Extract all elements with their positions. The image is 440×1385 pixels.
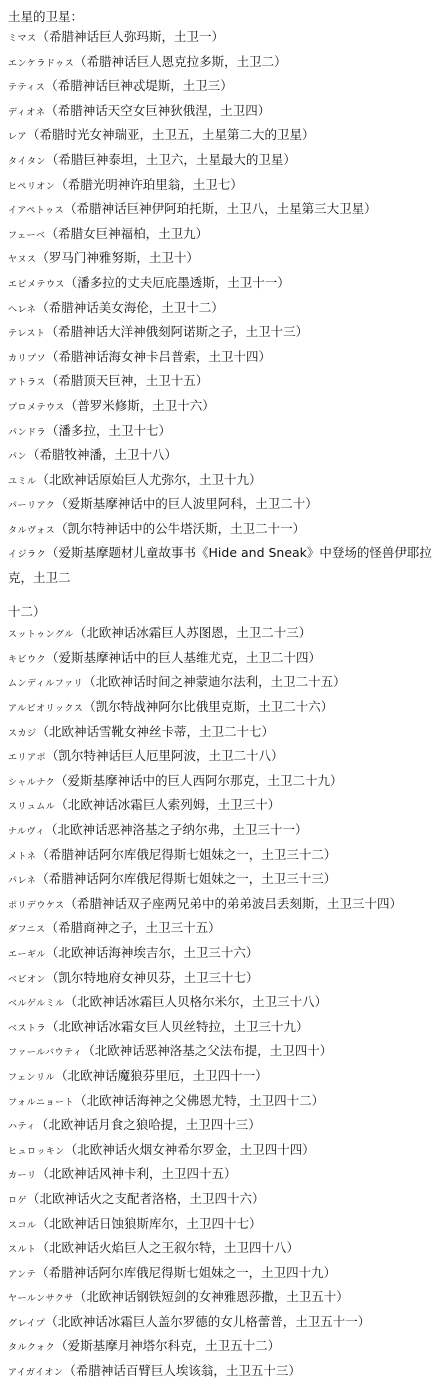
moon-entry [8,198,432,223]
moon-list-part-1 [8,26,432,589]
moon-entry [8,272,432,297]
moon-name-katakana: パーリアク [8,501,56,512]
moon-entry [8,444,432,469]
moon-entry [8,542,432,588]
moon-name-katakana: フェーベ [8,230,46,241]
moon-name-katakana: ヤヌス [8,255,37,266]
moon-name-katakana: ポリデウケス [8,900,65,911]
moon-name-katakana: スカジ [8,728,37,739]
moon-entry [8,1090,432,1115]
blank-line [8,589,432,601]
moon-entry [8,696,432,721]
moon-name-katakana: スコル [8,1220,37,1231]
moon-name-katakana: テティス [8,83,46,94]
moon-description: （爱斯基摩神话中的巨人西阿尔那克，土卫二十九） [54,772,343,788]
moon-entry [8,868,432,893]
moon-entry [8,149,432,174]
moon-entry [8,1139,432,1164]
moon-description: （北欧神话原始巨人尤弥尔，土卫十九） [36,471,262,487]
moon-entry [8,1237,432,1262]
moon-description: （北欧神话海神之父佛恩尤特，土卫四十二） [74,1092,325,1108]
moon-entry [8,346,432,371]
moon-name-katakana: ヒペリオン [8,181,56,192]
moon-description: （希腊顶天巨神，土卫十五） [45,373,209,389]
moon-name-katakana: ハティ [8,1122,36,1133]
moon-name-katakana: ベストラ [8,1023,47,1034]
moon-name-katakana: ダフニス [8,925,46,936]
moon-entry [8,1188,432,1213]
moon-entry [8,518,432,543]
moon-name-katakana: シャルナク [8,777,55,788]
moon-description: （凯尔特神话巨人厄里阿波，土卫二十八） [46,748,284,764]
moon-description: （普罗米修斯，土卫十六） [64,397,215,413]
moon-entry [8,51,432,76]
moon-name-katakana: アイガイオン [8,1368,64,1379]
moon-description: （希腊牧神潘，土卫十八） [27,447,178,463]
moon-entry [8,622,432,647]
moon-description: （凯尔特神话中的公牛塔沃斯，土卫二十一） [55,520,306,536]
moon-description: （希腊神话阿尔库俄尼得斯七姐妹之一，土卫三十三） [36,871,337,887]
moon-description: （希腊巨神泰坦，土卫六，土星最大的卫星） [45,151,296,167]
moon-entry [8,745,432,770]
moon-description: （希腊神话巨神忒堤斯，土卫三） [45,78,233,94]
moon-description: （希腊神话大洋神俄刻阿诺斯之子，土卫十三） [45,324,309,340]
moon-entry [8,721,432,746]
moon-description: （北欧神话时间之神蒙迪尔法利，土卫二十五） [83,674,346,690]
moon-description: （希腊神话阿尔库俄尼得斯七姐妹之一，土卫四十九） [36,1264,337,1280]
moon-description: （北欧神话海神埃吉尔，土卫三十六） [45,944,259,960]
moon-name-katakana: プロメテウス [8,402,65,413]
moon-name-katakana: ベルゲルミル [8,999,65,1010]
moon-entry [8,647,432,672]
moon-name-katakana: ヘレネ [8,304,37,315]
moon-name-katakana: テレスト [8,329,46,340]
moon-entry [8,1163,432,1188]
moon-name-katakana: ムンディルファリ [8,679,84,690]
moon-description: （凯尔特地府女神贝芬，土卫三十七） [46,969,259,985]
moon-description: （北欧神话恶神洛基之子纳尔弗，土卫三十一） [45,822,308,837]
moon-description: （希腊神话巨人恩克拉多斯，土卫二） [74,53,287,69]
moon-description: （北欧神话冰霜巨人苏图恩，土卫二十三） [73,625,312,641]
moon-description: （希腊神话百臂巨人埃该翁，土卫五十三） [63,1363,301,1379]
moon-entry [8,297,432,322]
moon-name-katakana: タルクォク [8,1343,56,1354]
moon-name-katakana: ユミル [8,476,37,487]
moon-description: （希腊女巨神福柏，土卫九） [45,225,209,241]
moon-description: （希腊神话阿尔库俄尼得斯七姐妹之一，土卫三十二） [36,846,337,862]
moon-entry [8,1016,432,1041]
moon-name-katakana: パレネ [8,876,37,887]
moon-name-katakana: エピメテウス [8,279,65,290]
moon-description: （希腊光明神许珀里翁，土卫七） [55,176,243,192]
moon-name-katakana: カリプソ [8,353,47,364]
moon-entry [8,247,432,272]
moon-name-katakana: フェンリル [8,1072,56,1083]
moon-description: （爱斯基摩题材儿童故事书《Hide and Sneak》中登场的怪兽伊耶拉克，土卫二 [8,545,432,586]
moon-entry [8,493,432,518]
moon-entry [8,1286,432,1311]
moon-description: （北欧神话魔狼芬里厄，土卫四十一） [55,1067,268,1083]
moon-name-katakana: ディオネ [8,107,46,118]
moon-entry [8,75,432,100]
moon-entry [8,917,432,942]
moon-name-katakana: アンテ [8,1269,37,1280]
wrapped-entry-tail: 十二） [8,603,46,619]
moon-description: （北欧神话月食之狼哈提，土卫四十三） [35,1117,261,1133]
moon-entry [8,991,432,1016]
moon-description: （北欧神话火之支配者洛格，土卫四十六） [27,1190,265,1206]
moon-entry [8,794,432,819]
moon-entry [8,469,432,494]
moon-description: （北欧神话风神卡利，土卫四十五） [36,1166,237,1182]
moon-name-katakana: イジラク [8,550,47,561]
moon-description: （北欧神话雪靴女神丝卡蒂，土卫二十七） [36,723,275,739]
moon-entry [8,223,432,248]
moon-entry [8,1065,432,1090]
moon-entry [8,26,432,51]
moon-entry [8,770,432,795]
moon-description: （希腊神话巨人弥玛斯，土卫一） [36,29,225,44]
moon-description: （潘多拉，土卫十七） [46,422,172,438]
moon-name-katakana: レア [8,132,28,143]
moon-name-katakana: イアペトゥス [8,206,65,217]
moon-description: （北欧神话冰霜女巨人贝丝特拉，土卫三十九） [46,1018,309,1034]
moon-name-katakana: スットゥングル [8,630,74,641]
moon-description: （凯尔特战神阿尔比俄里克斯，土卫二十六） [83,699,334,715]
moon-name-katakana: パンドラ [8,427,47,438]
moon-name-katakana: スルト [8,1245,37,1256]
moon-entry [8,1360,432,1385]
moon-entry [8,370,432,395]
moon-entry [8,1311,432,1336]
moon-name-katakana: ファールバウティ [8,1048,83,1059]
moon-entry [8,174,432,199]
moon-entry [8,1040,432,1065]
moon-name-katakana: キビウク [8,654,47,665]
moon-description: （潘多拉的丈夫厄庇墨透斯，土卫十一） [64,274,290,290]
moon-name-katakana: パン [8,452,28,463]
moon-description: （希腊神话美女海伦，土卫十二） [36,299,224,315]
moon-entry [8,819,432,844]
moon-name-katakana: ベビオン [8,974,47,985]
moon-name-katakana: メトネ [8,851,37,862]
moon-entry [8,671,432,696]
moon-list-part-2 [8,622,432,1384]
moon-name-katakana: アトラス [8,378,46,389]
moon-name-katakana: エーギル [8,949,46,960]
moon-entry [8,1335,432,1360]
moon-name-katakana: タイタン [8,156,46,167]
moon-entry [8,321,432,346]
moon-name-katakana: ヒュロッキン [8,1146,65,1157]
moon-entry [8,100,432,125]
moon-name-katakana: アルビオリックス [8,704,84,715]
moon-name-katakana: ナルヴィ [8,827,46,837]
moon-entry [8,1213,432,1238]
moon-entry [8,395,432,420]
moon-description: （北欧神话火焰巨人之王叙尔特，土卫四十八） [36,1240,300,1256]
moon-description: （希腊神话巨神伊阿珀托斯，土卫八，土星第三大卫星） [64,201,377,217]
moon-name-katakana: エリアポ [8,753,47,764]
moon-name-katakana: ミマス [8,34,37,44]
moon-description: （罗马门神雅努斯，土卫十） [36,250,199,266]
moon-entry [8,124,432,149]
moon-description: （北欧神话冰霜巨人贝格尔米尔，土卫三十八） [64,994,328,1010]
moon-name-katakana: グレイプ [8,1318,46,1329]
moon-description: （北欧神话冰霜巨人索列姆，土卫三十） [55,797,281,813]
moon-name-katakana: エンケラドゥス [8,58,75,69]
document-title: 土星的卫星： [8,9,84,24]
moon-description: （爱斯基摩月神塔尔科克，土卫五十二） [55,1338,281,1354]
moon-description: （北欧神话冰霜巨人盖尔罗德的女儿格蕾普，土卫五十一） [45,1313,371,1329]
moon-name-katakana: タルヴォス [8,525,56,536]
moon-description: （北欧神话火烟女神希尔罗金，土卫四十四） [64,1141,315,1157]
moon-entry [8,420,432,445]
moon-description: （爱斯基摩神话中的巨人基维尤克，土卫二十四） [46,649,322,665]
moon-description: （希腊神话天空女巨神狄俄涅，土卫四） [45,102,271,118]
moon-entry [8,967,432,992]
moon-description: （希腊神话海女神卡吕普索，土卫十四） [46,348,272,364]
moon-name-katakana: ヤールンサクサ [8,1294,74,1305]
moon-entry [8,942,432,967]
moon-description: （希腊神话双子座两兄弟中的弟弟波吕丢刻斯，土卫三十四） [64,895,402,911]
moon-name-katakana: フォルニョート [8,1097,75,1108]
moon-description: （北欧神话恶神洛基之父法布提，土卫四十） [82,1043,333,1059]
moon-entry [8,844,432,869]
moon-description: （希腊商神之子，土卫三十五） [45,920,221,936]
moon-entry [8,1114,432,1139]
moon-name-katakana: ロゲ [8,1195,28,1206]
moon-description: （希腊时光女神瑞亚，土卫五，土星第二大的卫星） [27,127,315,143]
moon-entry [8,893,432,918]
moon-name-katakana: スリュムル [8,802,56,813]
moon-description: （北欧神话日蚀狼斯库尔，土卫四十七） [36,1215,262,1231]
moon-name-katakana: カーリ [8,1171,37,1182]
moon-description: （北欧神话钢铁短剑的女神雅恩莎撒，土卫五十） [73,1289,349,1305]
moon-description: （爱斯基摩神话中的巨人波里阿科，土卫二十） [55,496,318,512]
moon-entry [8,1262,432,1287]
